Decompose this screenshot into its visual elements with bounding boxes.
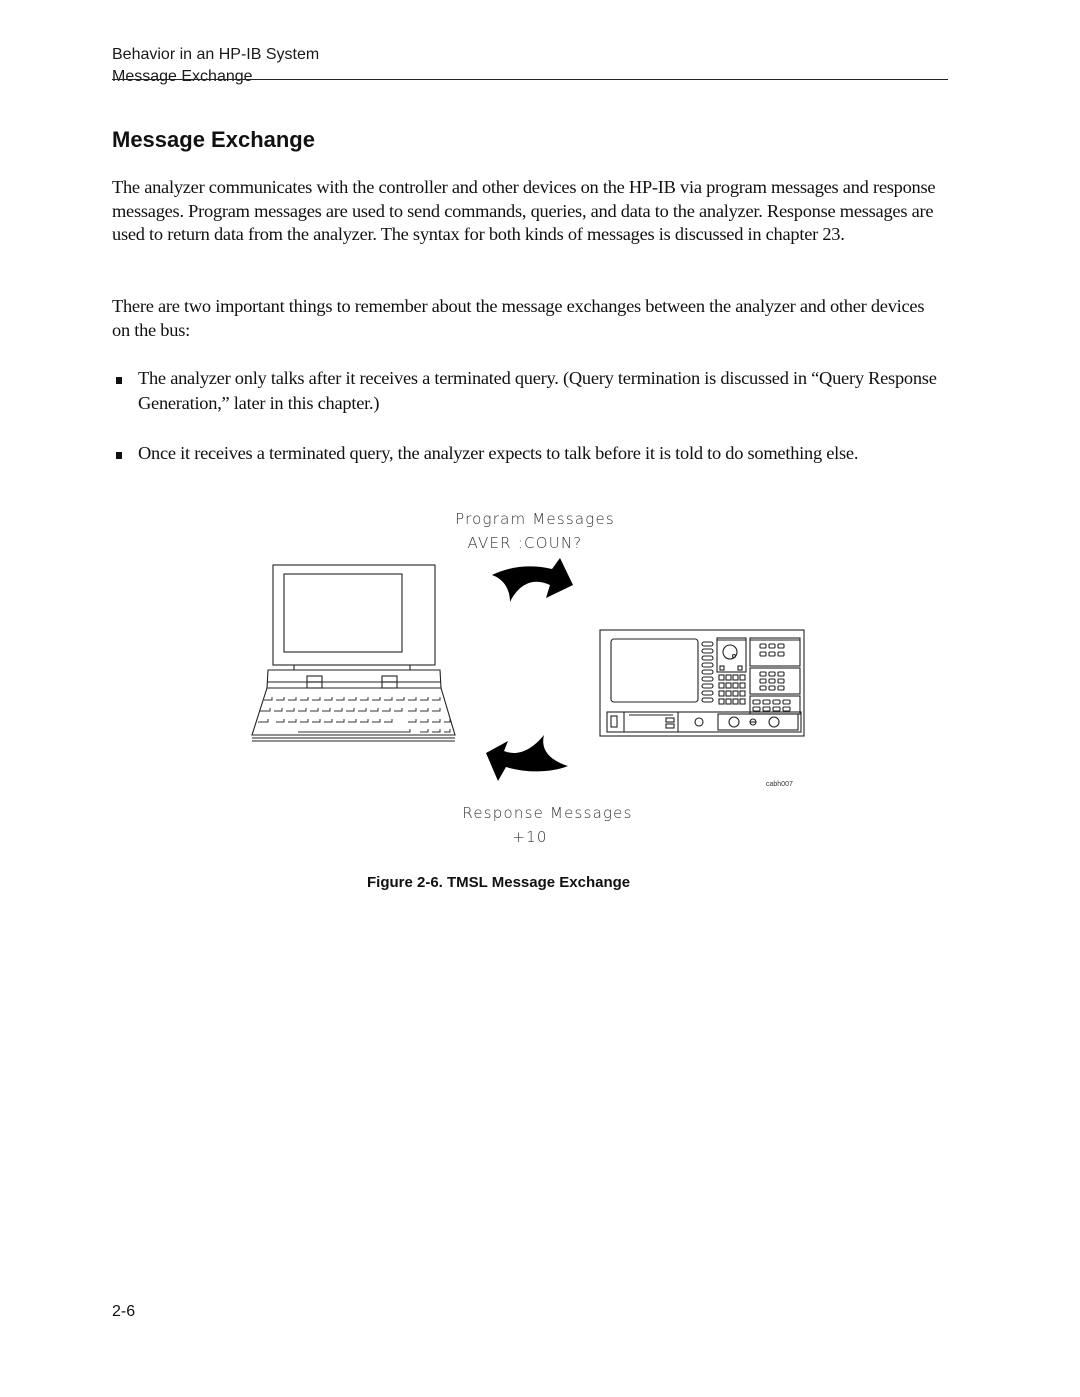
header-rule — [112, 79, 948, 80]
paragraph-intro: The analyzer communicates with the controller and other devices on the HP-IB via program messages and response messages. Program messages are used to send commands, queries, and data to the analyzer. Response messages are used to return data from the analyzer. The syntax for both kinds of messages is discussed in chapter 23. — [112, 177, 936, 245]
arrow-right-icon — [490, 558, 580, 604]
response-messages-label: Response Messages — [462, 804, 633, 822]
running-head-topic: Message Exchange — [112, 68, 253, 85]
running-head — [112, 44, 319, 88]
bullet-square-icon — [116, 377, 122, 384]
paragraph-important-things: There are two important things to remember about the message exchanges between the analyzer and other devices on the bus: — [112, 296, 925, 340]
program-messages-label: Program Messages — [455, 510, 615, 528]
bullet-item — [112, 441, 942, 466]
response-example-label: +10 — [512, 828, 548, 846]
controller-laptop-icon — [250, 560, 460, 750]
figure-caption: Figure 2-6. TMSL Message Exchange — [367, 874, 631, 891]
bullet-item — [112, 366, 942, 416]
program-example-label: AVER :COUN? — [467, 534, 583, 552]
page-number: 2-6 — [112, 1303, 136, 1320]
figure-code: cabh007 — [766, 781, 793, 788]
running-head-section: Behavior in an HP-IB System — [112, 46, 320, 63]
bullet-text: The analyzer only talks after it receives a terminated query. (Query termination is discussed in “Query Response Generation,” later in this chapter.) — [138, 368, 937, 413]
bullet-square-icon — [116, 452, 122, 459]
section-heading: Message Exchange — [112, 127, 315, 152]
bullet-text: Once it receives a terminated query, the analyzer expects to talk before it is told to do something else. — [138, 443, 859, 463]
analyzer-instrument-icon — [598, 628, 806, 740]
arrow-left-icon — [486, 735, 570, 781]
